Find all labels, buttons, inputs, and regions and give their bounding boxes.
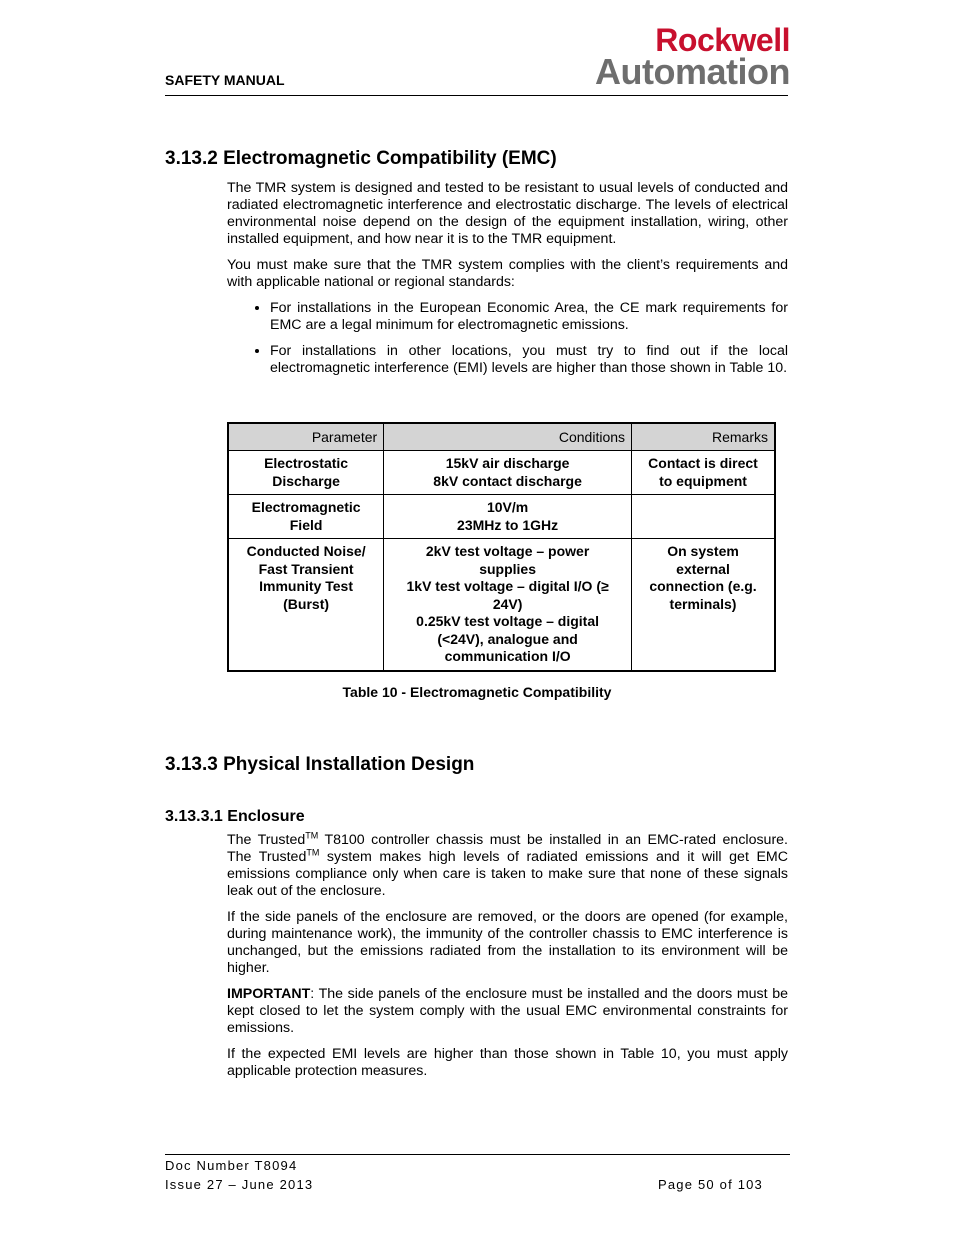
cell-line: Immunity Test — [259, 578, 354, 594]
table-row — [228, 451, 775, 495]
cell-line: Electromagnetic — [251, 499, 361, 515]
important-note — [227, 986, 788, 1037]
emc-table — [227, 422, 776, 672]
cell-line: Fast Transient — [258, 560, 354, 577]
emc-bullet-item: • For installations in other locations, you must try to find out if the local electromagnetic interference (EMI) levels are higher than those shown in Table 10. — [270, 343, 788, 377]
table-header-conditions: Conditions — [384, 423, 632, 451]
trademark-superscript: TM — [306, 847, 320, 858]
doc-number: Doc Number T8094 — [165, 1158, 298, 1173]
table-cell-remarks — [632, 539, 775, 671]
emc-bullet-list — [227, 300, 788, 377]
emc-paragraph-2: You must make sure that the TMR system complies with the client’s requirements and with applicable national or regional standards: — [227, 257, 788, 290]
text-span: T8100 controller chassis must be installed in an EMC-rated enclosure. The Trusted — [227, 832, 788, 865]
cell-line: to equipment — [659, 472, 747, 489]
enclosure-paragraph-1 — [227, 832, 788, 900]
trademark-superscript: TM — [305, 830, 319, 841]
cell-line: connection (e.g. — [649, 578, 757, 594]
cell-line: external — [676, 560, 730, 577]
table-cell-parameter — [228, 451, 384, 495]
table-cell-parameter — [228, 539, 384, 671]
manual-title: SAFETY MANUAL — [165, 72, 285, 88]
physical-section-heading: 3.13.3 Physical Installation Design — [165, 754, 475, 775]
enclosure-paragraph-2: If the side panels of the enclosure are removed, or the doors are opened (for example, during maintenance work), the immunity of the controller chassis to EMC interference is unchanged, but the emissions radiated from the installation to its environment will be higher. — [227, 909, 788, 976]
cell-line: 1kV test voltage – digital I/O (≥ 24V) — [406, 578, 609, 612]
table-cell-conditions — [384, 495, 632, 539]
cell-line: 0.25kV test voltage – digital (<24V), analogue and communication I/O — [416, 613, 600, 664]
table-header-remarks: Remarks — [632, 423, 775, 451]
table-cell-remarks — [632, 495, 775, 539]
enclosure-paragraph-4: If the expected EMI levels are higher than those shown in Table 10, you must apply applicable protection measures. — [227, 1046, 788, 1079]
cell-line: 10V/m — [486, 499, 529, 515]
important-text: : The side panels of the enclosure must be installed and the doors must be kept closed to let the system comply with the usual EMC environmental constraints for emissions. — [227, 986, 788, 1036]
emc-paragraph-1: The TMR system is designed and tested to be resistant to usual levels of conducted and radiated electromagnetic interference and electrostatic discharge. The levels of electrical environmental noise depend on the design of the equipment installation, wiring, other installed equipment, and how near it is to the TMR equipment. — [227, 180, 788, 247]
emc-section-body — [227, 180, 788, 386]
table-header-parameter: Parameter — [228, 423, 384, 451]
emc-section-heading: 3.13.2 Electromagnetic Compatibility (EMC) — [165, 148, 557, 169]
cell-line: On system — [667, 543, 739, 559]
cell-line: Discharge — [272, 472, 340, 489]
enclosure-section-body — [227, 832, 788, 1089]
header-divider — [165, 95, 788, 96]
cell-line: Conducted Noise/ — [246, 543, 366, 559]
cell-line: 23MHz to 1GHz — [457, 516, 559, 533]
logo-line-automation: Automation — [595, 51, 790, 92]
rockwell-automation-logo — [554, 24, 790, 90]
cell-line: (Burst) — [283, 595, 330, 612]
table-cell-conditions — [384, 451, 632, 495]
table-caption: Table 10 - Electromagnetic Compatibility — [342, 684, 612, 700]
cell-line: terminals) — [669, 595, 737, 612]
cell-line: 15kV air discharge — [445, 455, 570, 471]
enclosure-subheading: 3.13.3.1 Enclosure — [165, 808, 305, 825]
text-span: system makes high levels of radiated emissions and it will get EMC emissions compliance only when care is taken to make sure that none of these signals leak out of the enclosure. — [227, 849, 788, 899]
logo-line-rockwell: Rockwell — [655, 22, 790, 58]
cell-line: 8kV contact discharge — [433, 472, 582, 489]
table-row — [228, 539, 775, 671]
cell-line: Contact is direct — [648, 455, 758, 471]
cell-line: 2kV test voltage – power supplies — [425, 543, 590, 577]
table-header-row — [228, 423, 775, 451]
table-cell-parameter — [228, 495, 384, 539]
important-label: IMPORTANT — [227, 986, 311, 1002]
table-row — [228, 495, 775, 539]
table-cell-conditions — [384, 539, 632, 671]
table-cell-remarks — [632, 451, 775, 495]
footer-divider — [165, 1154, 790, 1155]
cell-line: Electrostatic — [264, 455, 349, 471]
cell-line: Field — [289, 516, 323, 533]
page-number: Page 50 of 103 — [658, 1177, 763, 1192]
issue-date: Issue 27 – June 2013 — [165, 1177, 314, 1192]
text-span: The Trusted — [227, 832, 306, 848]
emc-bullet-item: • For installations in the European Economic Area, the CE mark requirements for EMC are a legal minimum for electromagnetic emissions. — [270, 300, 788, 334]
